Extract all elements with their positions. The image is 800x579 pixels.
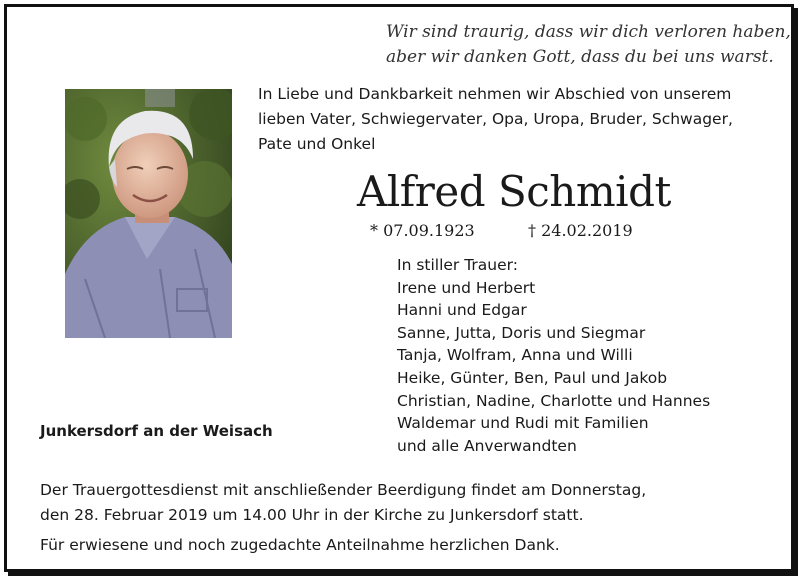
mourners-list	[397, 254, 787, 457]
mourner-line: Christian, Nadine, Charlotte und Hannes	[397, 391, 711, 410]
quote-line: aber wir danken Gott, dass du bei uns warst.	[386, 47, 774, 67]
mourner-line: Tanja, Wolfram, Anna und Willi	[397, 346, 633, 365]
intro-text	[258, 82, 778, 157]
mourner-line: Waldemar und Rudi mit Familien	[397, 414, 649, 433]
deceased-name: Alfred Schmidt	[357, 167, 671, 216]
mourner-line: Sanne, Jutta, Doris und Siegmar	[397, 323, 646, 342]
thanks-text: Für erwiesene und noch zugedachte Anteilnahme herzlichen Dank.	[40, 536, 560, 554]
mourner-line: Heike, Günter, Ben, Paul und Jakob	[397, 368, 668, 387]
intro-line: In Liebe und Dankbarkeit nehmen wir Abschied von unserem	[258, 85, 732, 103]
quote-block	[386, 20, 791, 70]
quote-line: Wir sind traurig, dass wir dich verloren haben,	[386, 22, 791, 42]
mourner-line: Irene und Herbert	[397, 278, 536, 297]
service-line: Der Trauergottesdienst mit anschließender Beerdigung findet am Donnerstag,	[40, 481, 647, 499]
death-date: † 24.02.2019	[528, 221, 633, 240]
mourners-heading: In stiller Trauer:	[397, 256, 518, 274]
intro-line: Pate und Onkel	[258, 135, 376, 153]
birth-date: * 07.09.1923	[370, 221, 475, 240]
mourner-line: und alle Anverwandten	[397, 436, 577, 455]
service-info	[40, 478, 780, 528]
portrait-photo-icon	[65, 89, 232, 338]
intro-line: lieben Vater, Schwiegervater, Opa, Uropa, Bruder, Schwager,	[258, 110, 733, 128]
mourner-line: Hanni und Edgar	[397, 301, 527, 320]
location: Junkersdorf an der Weisach	[40, 422, 273, 440]
service-line: den 28. Februar 2019 um 14.00 Uhr in der Kirche zu Junkersdorf statt.	[40, 506, 584, 524]
